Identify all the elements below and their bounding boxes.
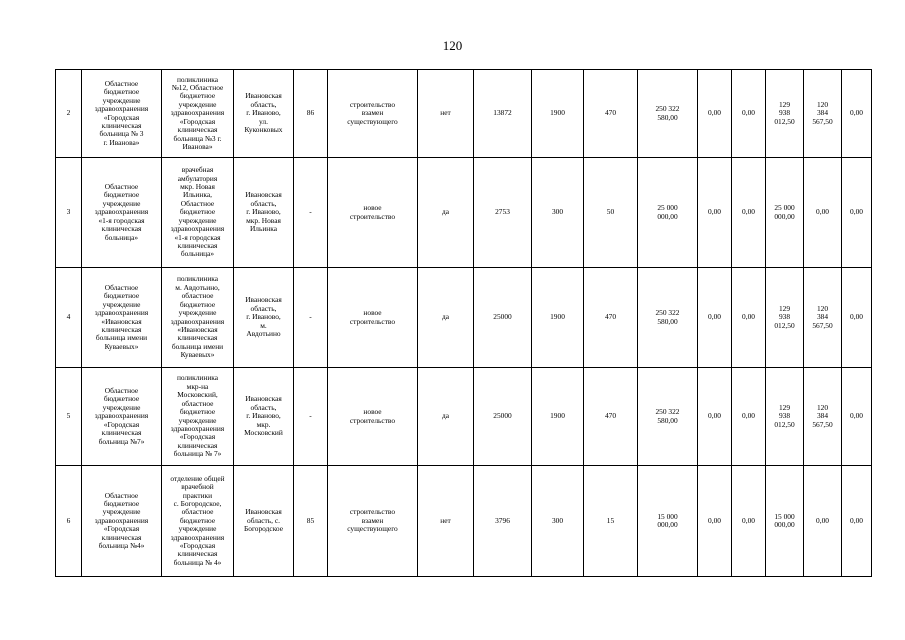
value-2-cell: 1900 [532,368,584,466]
code-cell: - [294,368,328,466]
zero-2-cell: 0,00 [732,268,766,368]
sum-2-cell: 0,00 [804,466,842,577]
total-cost-cell: 15 000 000,00 [638,466,698,577]
sum-1-cell: 129 938 012,50 [766,368,804,466]
value-3-cell: 470 [584,368,638,466]
value-3-cell: 470 [584,268,638,368]
value-1-cell: 2753 [474,158,532,268]
zero-3-cell: 0,00 [842,158,872,268]
row-number-cell: 5 [56,368,82,466]
zero-1-cell: 0,00 [698,368,732,466]
zero-3-cell: 0,00 [842,368,872,466]
table-row [56,70,872,158]
flag-cell: да [418,158,474,268]
total-cost-cell: 250 322 580,00 [638,70,698,158]
flag-cell: нет [418,70,474,158]
zero-1-cell: 0,00 [698,70,732,158]
zero-1-cell: 0,00 [698,158,732,268]
table-row [56,158,872,268]
total-cost-cell: 250 322 580,00 [638,368,698,466]
work-type-cell: новое строительство [328,158,418,268]
construction-table [55,69,872,577]
value-1-cell: 25000 [474,268,532,368]
value-2-cell: 1900 [532,70,584,158]
flag-cell: да [418,268,474,368]
zero-2-cell: 0,00 [732,158,766,268]
value-1-cell: 3796 [474,466,532,577]
page-number: 120 [442,38,463,53]
institution-cell: Областное бюджетное учреждение здравоохранения «1-я городская клиническая больница» [82,158,162,268]
total-cost-cell: 250 322 580,00 [638,268,698,368]
value-2-cell: 300 [532,466,584,577]
address-cell: Ивановская область, г. Иваново, м. Авдотьино [234,268,294,368]
zero-2-cell: 0,00 [732,466,766,577]
value-3-cell: 50 [584,158,638,268]
sum-2-cell: 120 384 567,50 [804,268,842,368]
object-cell: врачебная амбулатория мкр. Новая Ильинка, Областное бюджетное учреждение здравоохранения «1-я городская клиническая больница» [162,158,234,268]
value-3-cell: 470 [584,70,638,158]
work-type-cell: строительство взамен существующего [328,466,418,577]
sum-2-cell: 0,00 [804,158,842,268]
institution-cell: Областное бюджетное учреждение здравоохранения «Городская клиническая больница №4» [82,466,162,577]
sum-1-cell: 15 000 000,00 [766,466,804,577]
row-number-cell: 2 [56,70,82,158]
table-row [56,368,872,466]
sum-1-cell: 129 938 012,50 [766,70,804,158]
work-type-cell: новое строительство [328,368,418,466]
zero-3-cell: 0,00 [842,466,872,577]
zero-2-cell: 0,00 [732,368,766,466]
row-number-cell: 3 [56,158,82,268]
table-row [56,268,872,368]
work-type-cell: новое строительство [328,268,418,368]
flag-cell: да [418,368,474,466]
address-cell: Ивановская область, г. Иваново, мкр. Московский [234,368,294,466]
institution-cell: Областное бюджетное учреждение здравоохранения «Городская клиническая больница №7» [82,368,162,466]
code-cell: - [294,268,328,368]
work-type-cell: строительство взамен существующего [328,70,418,158]
zero-3-cell: 0,00 [842,70,872,158]
row-number-cell: 4 [56,268,82,368]
code-cell: 86 [294,70,328,158]
address-cell: Ивановская область, г. Иваново, ул. Куконковых [234,70,294,158]
value-3-cell: 15 [584,466,638,577]
table-row [56,466,872,577]
flag-cell: нет [418,466,474,577]
zero-1-cell: 0,00 [698,268,732,368]
sum-2-cell: 120 384 567,50 [804,70,842,158]
institution-cell: Областное бюджетное учреждение здравоохранения «Ивановская клиническая больница имени Куваевых» [82,268,162,368]
code-cell: 85 [294,466,328,577]
total-cost-cell: 25 000 000,00 [638,158,698,268]
object-cell: поликлиника №12, Областное бюджетное учреждение здравоохранения «Городская клиническая больница №3 г. Иванова» [162,70,234,158]
zero-1-cell: 0,00 [698,466,732,577]
zero-2-cell: 0,00 [732,70,766,158]
value-1-cell: 13872 [474,70,532,158]
value-1-cell: 25000 [474,368,532,466]
object-cell: поликлиника мкр-на Московский, областное бюджетное учреждение здравоохранения «Городская клиническая больница № 7» [162,368,234,466]
code-cell: - [294,158,328,268]
sum-1-cell: 129 938 012,50 [766,268,804,368]
object-cell: отделение общей врачебной практики с. Богородское, областное бюджетное учреждение здравоохранения «Городская клиническая больница № 4» [162,466,234,577]
sum-1-cell: 25 000 000,00 [766,158,804,268]
value-2-cell: 1900 [532,268,584,368]
sum-2-cell: 120 384 567,50 [804,368,842,466]
address-cell: Ивановская область, г. Иваново, мкр. Новая Ильинка [234,158,294,268]
row-number-cell: 6 [56,466,82,577]
zero-3-cell: 0,00 [842,268,872,368]
object-cell: поликлиника м. Авдотьино, областное бюджетное учреждение здравоохранения «Ивановская клиническая больница имени Куваевых» [162,268,234,368]
value-2-cell: 300 [532,158,584,268]
institution-cell: Областное бюджетное учреждение здравоохранения «Городская клиническая больница № 3 г. Иванова» [82,70,162,158]
address-cell: Ивановская область, с. Богородское [234,466,294,577]
